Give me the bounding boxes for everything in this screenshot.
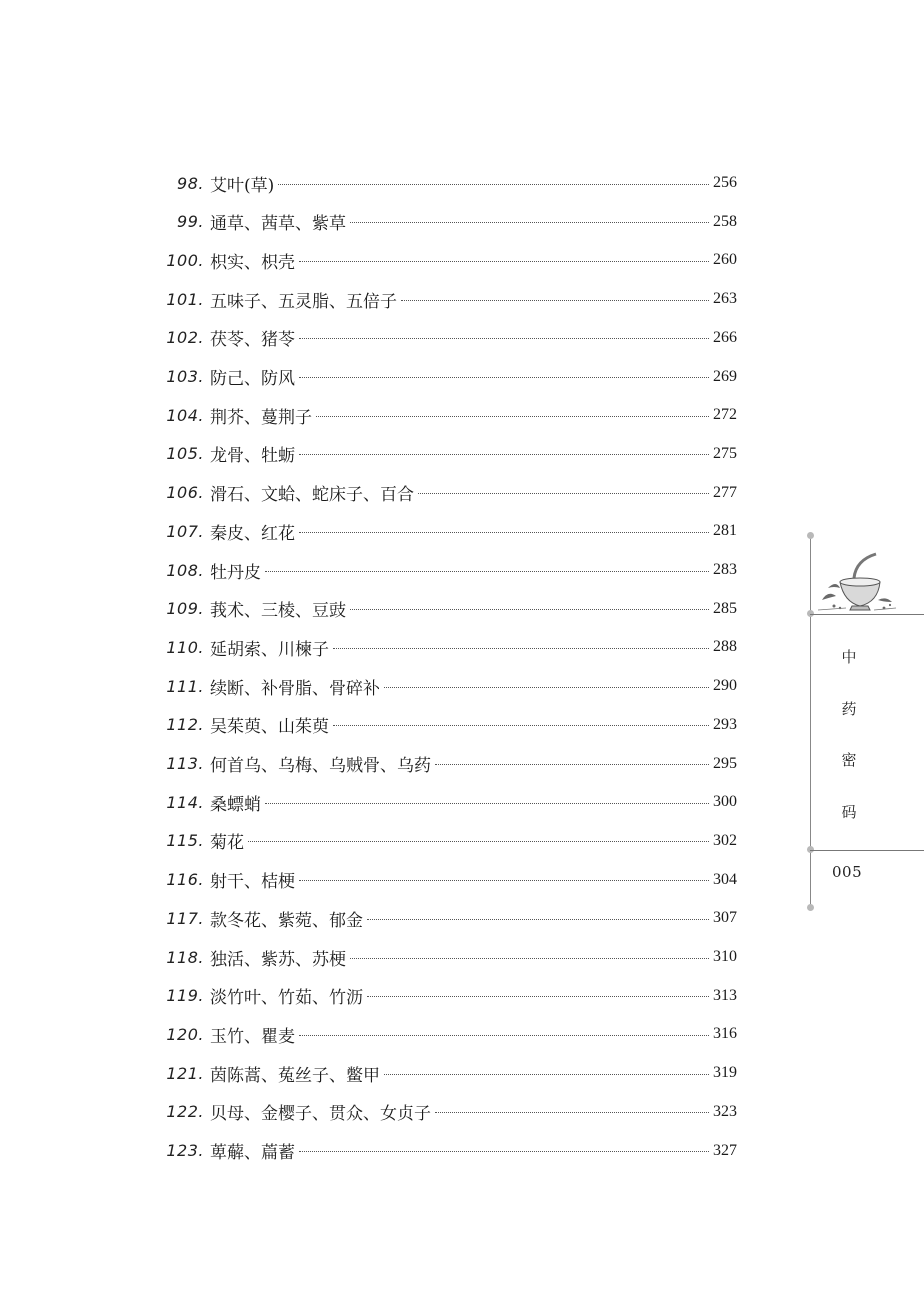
toc-entry-page: 272 — [713, 406, 737, 424]
toc-entry[interactable] — [160, 207, 737, 237]
toc-entry-title: 龙骨、牡蛎 — [210, 446, 295, 467]
dot-leader — [278, 184, 709, 185]
toc-entry-page: 295 — [713, 754, 737, 772]
toc-entry-page: 319 — [713, 1064, 737, 1082]
toc-entry[interactable] — [160, 671, 737, 701]
toc-entry-title: 秦皮、红花 — [210, 523, 295, 544]
toc-entry-page: 288 — [713, 638, 737, 656]
toc-entry[interactable] — [160, 1097, 737, 1127]
toc-entry[interactable] — [160, 516, 737, 546]
rule-end-dot — [807, 904, 814, 911]
dot-leader — [435, 1112, 709, 1113]
toc-entry-number: 112. — [166, 715, 204, 735]
toc-entry[interactable] — [160, 865, 737, 895]
dot-leader — [333, 648, 709, 649]
toc-entry-title: 牡丹皮 — [210, 562, 261, 583]
horizontal-rule-top — [810, 614, 924, 615]
dot-leader — [350, 609, 709, 610]
toc-entry-page: 313 — [713, 986, 737, 1004]
dot-leader — [384, 1074, 709, 1075]
toc-entry-number: 101. — [166, 289, 204, 309]
page-number: 005 — [832, 863, 863, 881]
toc-entry-title: 五味子、五灵脂、五倍子 — [210, 291, 397, 312]
toc-entry-page: 327 — [713, 1141, 737, 1159]
toc-entry-page: 269 — [713, 367, 737, 385]
toc-entry-page: 310 — [713, 948, 737, 965]
book-title-char: 中 — [841, 648, 857, 666]
toc-entry-page: 323 — [713, 1102, 737, 1120]
toc-entry-page: 316 — [713, 1025, 737, 1043]
toc-entry-number: 123. — [166, 1141, 204, 1160]
toc-entry[interactable] — [160, 439, 737, 469]
toc-entry-title: 莪术、三棱、豆豉 — [210, 601, 346, 622]
toc-entry-number: 109. — [166, 599, 204, 619]
toc-entry-number: 107. — [166, 521, 204, 541]
dot-leader — [299, 261, 709, 262]
dot-leader — [299, 532, 709, 533]
toc-entry[interactable] — [160, 478, 737, 508]
toc-entry-number: 118. — [166, 947, 204, 967]
book-title-char: 密 — [841, 751, 857, 769]
dot-leader — [367, 996, 709, 997]
toc-entry-title: 何首乌、乌梅、乌贼骨、乌药 — [210, 756, 431, 776]
toc-entry-page: 260 — [713, 251, 737, 269]
toc-entry-page: 275 — [713, 444, 737, 462]
toc-entry-page: 300 — [713, 793, 737, 811]
toc-entry-number: 113. — [166, 754, 204, 773]
toc-entry-page: 277 — [713, 483, 737, 501]
toc-entry-number: 98. — [177, 173, 204, 193]
toc-entry-number: 117. — [166, 908, 204, 928]
toc-entry-title: 续断、补骨脂、骨碎补 — [210, 678, 380, 699]
toc-entry-number: 106. — [166, 483, 204, 503]
toc-entry-number: 116. — [166, 870, 204, 890]
toc-entry-title: 独活、紫苏、苏梗 — [210, 949, 346, 970]
toc-entry[interactable] — [160, 168, 737, 198]
toc-entry[interactable] — [160, 400, 737, 430]
toc-entry[interactable] — [160, 245, 737, 275]
toc-entry-page: 307 — [713, 909, 737, 927]
toc-entry[interactable] — [160, 1019, 737, 1049]
toc-entry-number: 100. — [166, 250, 204, 270]
mortar-and-pestle-icon — [814, 550, 898, 614]
toc-entry[interactable] — [160, 632, 737, 662]
toc-entry-page: 290 — [713, 677, 737, 695]
toc-entry-number: 119. — [166, 986, 204, 1006]
dot-leader — [316, 416, 709, 417]
toc-entry-title: 艾叶(草) — [210, 175, 275, 196]
side-margin-decoration — [806, 530, 924, 915]
toc-entry-number: 102. — [166, 328, 204, 348]
toc-entry-page: 285 — [713, 599, 737, 617]
toc-entry-number: 114. — [166, 792, 204, 812]
toc-entry-title: 贝母、金樱子、贯众、女贞子 — [210, 1104, 431, 1125]
dot-leader — [418, 493, 709, 494]
toc-entry[interactable] — [160, 710, 737, 740]
toc-entry[interactable] — [160, 1058, 737, 1088]
dot-leader — [299, 1151, 709, 1152]
toc-entry-title: 滑石、文蛤、蛇床子、百合 — [210, 485, 414, 506]
dot-leader — [299, 377, 709, 378]
toc-entry-title: 荆芥、蔓荆子 — [210, 407, 312, 428]
toc-entry[interactable] — [160, 284, 737, 314]
toc-entry-page: 281 — [713, 522, 737, 540]
toc-entry-number: 120. — [166, 1024, 204, 1044]
toc-entry-page: 283 — [713, 561, 737, 578]
dot-leader — [265, 803, 709, 804]
toc-entry[interactable] — [160, 942, 737, 972]
dot-leader — [350, 958, 709, 959]
toc-entry-number: 103. — [166, 367, 204, 386]
toc-entry-title: 萆薢、萹蓄 — [210, 1143, 295, 1163]
book-title-char: 药 — [841, 700, 857, 718]
toc-entry-title: 通草、茜草、紫草 — [210, 214, 346, 235]
book-title-char: 码 — [841, 803, 857, 821]
toc-entry-page: 302 — [713, 831, 737, 849]
toc-entry[interactable] — [160, 1136, 737, 1166]
toc-entry-title: 枳实、枳壳 — [210, 252, 295, 273]
toc-entry-page: 256 — [713, 174, 737, 191]
toc-entry-number: 110. — [166, 637, 204, 657]
toc-entry-page: 293 — [713, 715, 737, 733]
toc-entry[interactable] — [160, 594, 737, 624]
dot-leader — [333, 725, 709, 726]
toc-entry[interactable] — [160, 787, 737, 817]
dot-leader — [384, 687, 709, 688]
dot-leader — [435, 764, 709, 765]
toc-entry-number: 105. — [166, 444, 204, 464]
toc-entry-title: 射干、桔梗 — [210, 872, 295, 893]
toc-entry-page: 263 — [713, 290, 737, 308]
toc-entry-title: 菊花 — [210, 833, 244, 854]
dot-leader — [350, 222, 709, 223]
dot-leader — [299, 880, 709, 881]
toc-entry-title: 茯苓、猪苓 — [210, 330, 295, 351]
horizontal-rule-bottom — [810, 850, 924, 851]
toc-entry-title: 款冬花、紫菀、郁金 — [210, 910, 363, 931]
dot-leader — [265, 571, 709, 572]
dot-leader — [401, 300, 709, 301]
dot-leader — [299, 1035, 709, 1036]
toc-entry[interactable] — [160, 555, 737, 585]
toc-entry-title: 防己、防风 — [210, 369, 295, 389]
toc-entry-title: 桑螵蛸 — [210, 794, 261, 815]
toc-entry-title: 延胡索、川楝子 — [210, 639, 329, 660]
toc-entry-number: 122. — [166, 1102, 204, 1122]
toc-entry-title: 淡竹叶、竹茹、竹沥 — [210, 988, 363, 1009]
toc-entry[interactable] — [160, 903, 737, 933]
toc-entry[interactable] — [160, 362, 737, 392]
toc-entry-number: 99. — [177, 212, 204, 232]
toc-entry[interactable] — [160, 749, 737, 779]
toc-entry-number: 121. — [166, 1063, 204, 1083]
toc-entry-page: 304 — [713, 870, 737, 888]
toc-entry-page: 258 — [713, 212, 737, 230]
rule-end-dot — [807, 532, 814, 539]
toc-entry[interactable] — [160, 826, 737, 856]
toc-entry[interactable] — [160, 323, 737, 353]
toc-entry[interactable] — [160, 981, 737, 1011]
dot-leader — [299, 454, 709, 455]
toc-entry-number: 104. — [166, 405, 204, 425]
toc-entry-title: 吴茱萸、山茱萸 — [210, 717, 329, 738]
toc-entry-title: 茵陈蒿、菟丝子、鳖甲 — [210, 1065, 380, 1086]
toc-entry-number: 111. — [166, 676, 204, 696]
toc-entry-number: 108. — [166, 560, 204, 580]
dot-leader — [367, 919, 709, 920]
toc-entry-number: 115. — [166, 831, 204, 851]
dot-leader — [248, 841, 709, 842]
toc-entry-page: 266 — [713, 328, 737, 346]
toc-entry-title: 玉竹、瞿麦 — [210, 1026, 295, 1047]
dot-leader — [299, 338, 709, 339]
